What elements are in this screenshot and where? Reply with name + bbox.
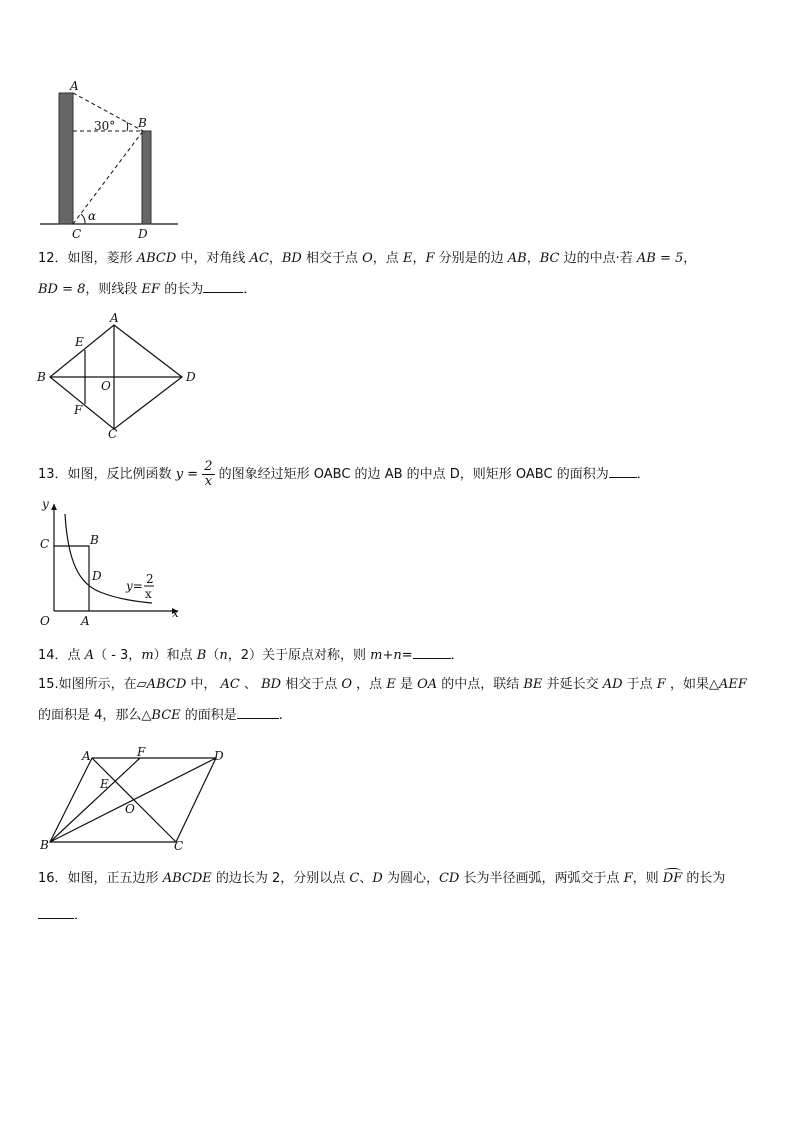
tower-bd bbox=[142, 131, 151, 224]
label-F: F bbox=[137, 745, 146, 759]
label-A: A bbox=[110, 311, 119, 325]
label-E: E bbox=[75, 335, 84, 349]
label-D: D bbox=[92, 569, 102, 583]
label-O: O bbox=[125, 802, 135, 816]
angle-alpha-arc bbox=[81, 214, 85, 224]
question-16-line-1: 16．如图，正五边形 ABCDE 的边长为 2，分别以点 C、D 为圆心，CD 长为半径画弧，两弧交于点 F，则 DF 的长为 bbox=[38, 871, 726, 886]
label-C: C bbox=[40, 537, 50, 551]
angle-30-arc bbox=[127, 122, 128, 131]
answer-blank-14[interactable] bbox=[413, 646, 451, 659]
label-A: A bbox=[82, 749, 91, 763]
fraction-2-over-x: $\frac{2}{x}$ bbox=[204, 459, 213, 489]
figure-parallelogram bbox=[30, 742, 240, 854]
label-C: C bbox=[72, 227, 82, 240]
label-C: C bbox=[174, 839, 184, 853]
label-O: O bbox=[40, 614, 50, 628]
label-angle-30: 30° bbox=[94, 119, 116, 133]
question-14: 14．点 A（ - 3，m）和点 B（n，2）关于原点对称，则 m+n= ． bbox=[38, 648, 464, 663]
label-D: D bbox=[138, 227, 148, 240]
label-C: C bbox=[108, 427, 118, 441]
label-A: A bbox=[81, 614, 90, 628]
figure-inverse-function bbox=[30, 494, 190, 628]
diagonal-bd bbox=[50, 758, 216, 842]
question-12-line-2: BD = 8，则线段 EF 的长为 ． bbox=[38, 282, 257, 297]
label-D: D bbox=[186, 370, 196, 384]
figure-rhombus bbox=[30, 310, 210, 442]
label-func-den: x bbox=[145, 587, 152, 601]
tower-ac bbox=[59, 93, 73, 224]
answer-blank-12[interactable] bbox=[203, 280, 243, 293]
question-12-line-1: 12．如图，菱形 ABCD 中，对角线 AC，BD 相交于点 O，点 E，F 分别是的边 AB，BC 边的中点·若 AB = 5， bbox=[38, 251, 697, 266]
label-y: y bbox=[42, 497, 49, 511]
label-E: E bbox=[100, 777, 109, 791]
arc-df: DF bbox=[662, 871, 683, 886]
answer-blank-13[interactable] bbox=[609, 465, 637, 478]
label-func-num: 2 bbox=[146, 572, 154, 586]
answer-blank-16[interactable] bbox=[38, 906, 74, 919]
question-13: 13．如图，反比例函数 y = $\frac{2}{x}$ 的图象经过矩形 OABC 的边 AB 的中点 D，则矩形 OABC 的面积为 ． bbox=[38, 459, 650, 489]
label-B: B bbox=[90, 533, 99, 547]
question-15-line-1: 15.如图所示，在▱ABCD 中， AC 、 BD 相交于点 O ，点 E 是 OA 的中点，联结 BE 并延长交 AD 于点 F ，如果△AEF bbox=[38, 677, 747, 692]
figure-towers bbox=[30, 78, 190, 240]
label-O: O bbox=[101, 379, 111, 393]
question-16-line-2: ． bbox=[38, 906, 87, 925]
label-B: B bbox=[37, 370, 46, 384]
label-func-y: y= bbox=[126, 579, 143, 593]
label-B: B bbox=[40, 838, 49, 852]
label-alpha: α bbox=[88, 209, 97, 223]
question-15-line-2: 的面积是 4，那么△BCE 的面积是 . bbox=[38, 708, 283, 723]
y-axis-arrow bbox=[51, 504, 57, 510]
sight-line-cb bbox=[73, 131, 143, 224]
label-B: B bbox=[138, 116, 147, 130]
label-D: D bbox=[214, 749, 224, 763]
segment-bf bbox=[50, 758, 140, 842]
answer-blank-15[interactable] bbox=[237, 706, 279, 719]
label-A: A bbox=[70, 79, 79, 93]
label-x: x bbox=[172, 606, 179, 620]
label-F: F bbox=[74, 403, 83, 417]
